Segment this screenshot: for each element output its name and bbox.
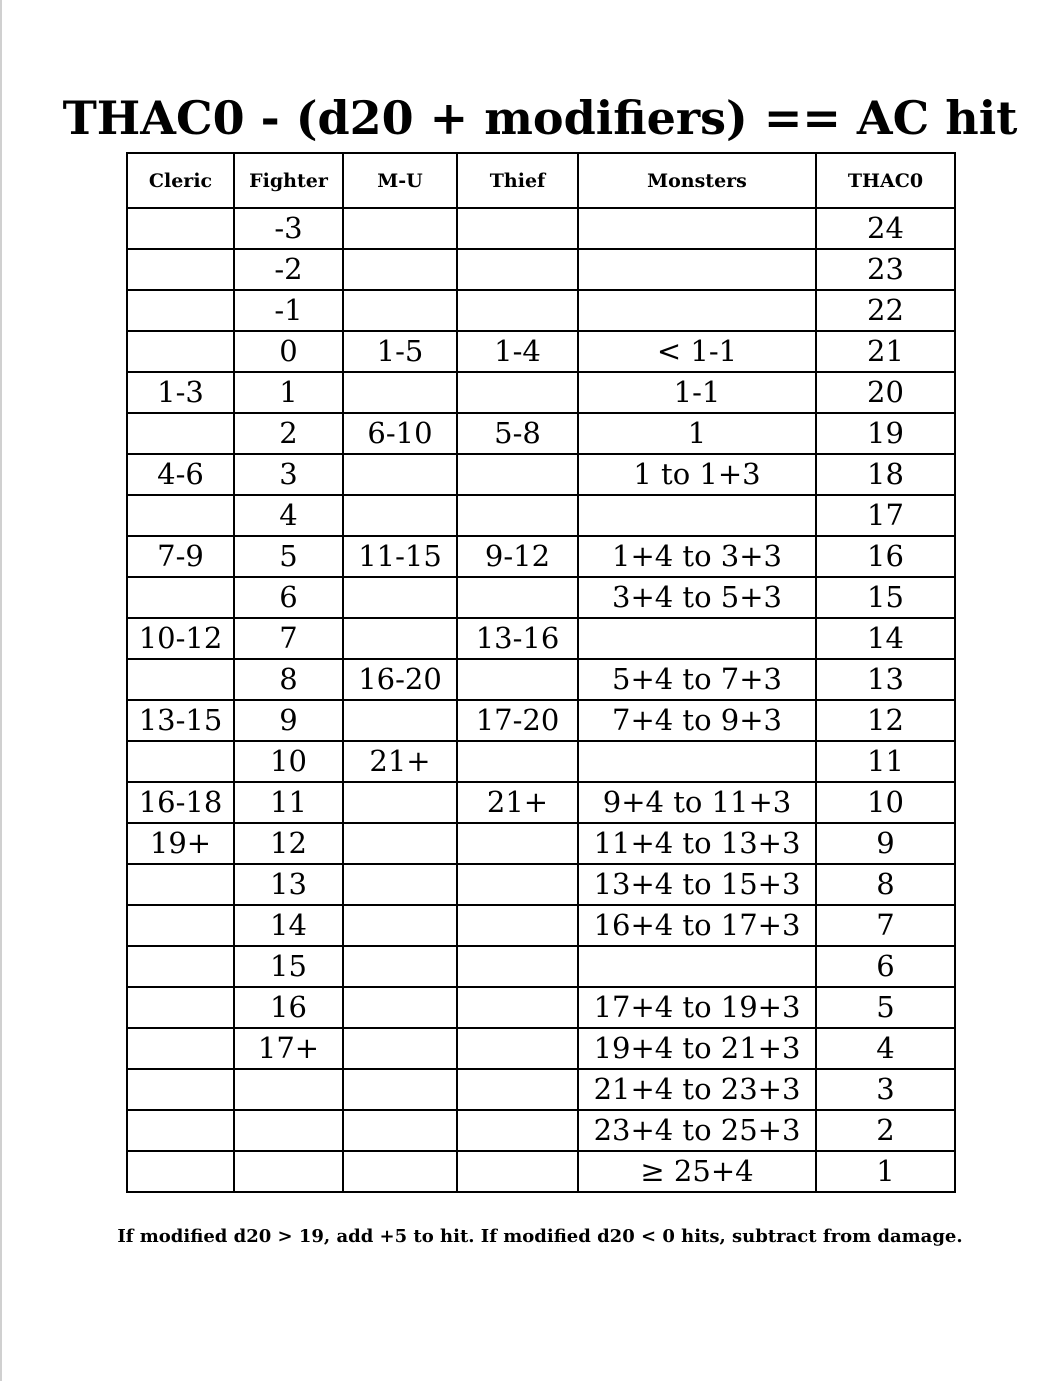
cell-fighter: 10 <box>234 741 343 782</box>
cell-thief <box>457 249 578 290</box>
cell-magic-user: 21+ <box>343 741 457 782</box>
cell-thac0: 7 <box>816 905 955 946</box>
cell-fighter: 0 <box>234 331 343 372</box>
cell-cleric <box>127 1151 234 1192</box>
table-row <box>127 782 955 823</box>
column-header-thac0: THAC0 <box>816 153 955 208</box>
cell-fighter: 3 <box>234 454 343 495</box>
cell-thief <box>457 495 578 536</box>
cell-monsters: 3+4 to 5+3 <box>578 577 816 618</box>
cell-cleric <box>127 741 234 782</box>
cell-monsters <box>578 249 816 290</box>
cell-cleric: 19+ <box>127 823 234 864</box>
cell-cleric: 13-15 <box>127 700 234 741</box>
cell-monsters <box>578 946 816 987</box>
cell-thief <box>457 577 578 618</box>
cell-thac0: 8 <box>816 864 955 905</box>
thac0-table <box>126 152 956 1193</box>
cell-magic-user <box>343 1028 457 1069</box>
cell-monsters: 1-1 <box>578 372 816 413</box>
cell-thac0: 14 <box>816 618 955 659</box>
table-row <box>127 577 955 618</box>
table-body <box>127 208 955 1192</box>
table-row <box>127 536 955 577</box>
table-row <box>127 331 955 372</box>
cell-monsters: 11+4 to 13+3 <box>578 823 816 864</box>
cell-magic-user: 16-20 <box>343 659 457 700</box>
cell-thac0: 9 <box>816 823 955 864</box>
cell-magic-user <box>343 946 457 987</box>
cell-monsters: 1 <box>578 413 816 454</box>
cell-thief <box>457 946 578 987</box>
cell-thief <box>457 1151 578 1192</box>
cell-monsters: 1 to 1+3 <box>578 454 816 495</box>
cell-thief <box>457 372 578 413</box>
cell-magic-user <box>343 208 457 249</box>
cell-fighter: 12 <box>234 823 343 864</box>
cell-cleric: 7-9 <box>127 536 234 577</box>
cell-thac0: 19 <box>816 413 955 454</box>
cell-monsters: < 1-1 <box>578 331 816 372</box>
cell-fighter: -2 <box>234 249 343 290</box>
cell-thac0: 13 <box>816 659 955 700</box>
cell-monsters <box>578 741 816 782</box>
table-row <box>127 864 955 905</box>
cell-thief <box>457 659 578 700</box>
cell-thief <box>457 741 578 782</box>
cell-thac0: 3 <box>816 1069 955 1110</box>
table-header <box>127 153 955 208</box>
cell-cleric <box>127 495 234 536</box>
cell-fighter: 17+ <box>234 1028 343 1069</box>
table-row <box>127 372 955 413</box>
cell-fighter: 13 <box>234 864 343 905</box>
cell-fighter: 1 <box>234 372 343 413</box>
cell-thief: 1-4 <box>457 331 578 372</box>
cell-monsters: 23+4 to 25+3 <box>578 1110 816 1151</box>
cell-cleric <box>127 413 234 454</box>
cell-monsters: 1+4 to 3+3 <box>578 536 816 577</box>
cell-thac0: 17 <box>816 495 955 536</box>
cell-thief: 21+ <box>457 782 578 823</box>
table-row <box>127 454 955 495</box>
cell-monsters: 9+4 to 11+3 <box>578 782 816 823</box>
cell-cleric: 16-18 <box>127 782 234 823</box>
cell-thief: 13-16 <box>457 618 578 659</box>
cell-fighter <box>234 1110 343 1151</box>
cell-cleric <box>127 946 234 987</box>
cell-thac0: 1 <box>816 1151 955 1192</box>
cell-magic-user <box>343 290 457 331</box>
table-row <box>127 659 955 700</box>
cell-cleric <box>127 659 234 700</box>
cell-magic-user: 11-15 <box>343 536 457 577</box>
cell-cleric <box>127 987 234 1028</box>
cell-thac0: 15 <box>816 577 955 618</box>
page-edge <box>0 0 2 1381</box>
cell-magic-user <box>343 905 457 946</box>
footnote: If modified d20 > 19, add +5 to hit. If modified d20 < 0 hits, subtract from damage. <box>117 1226 963 1247</box>
table-row <box>127 1069 955 1110</box>
cell-thac0: 2 <box>816 1110 955 1151</box>
cell-magic-user <box>343 1151 457 1192</box>
table-row <box>127 495 955 536</box>
cell-fighter: 15 <box>234 946 343 987</box>
cell-monsters: 17+4 to 19+3 <box>578 987 816 1028</box>
column-header-cleric: Cleric <box>127 153 234 208</box>
cell-magic-user <box>343 987 457 1028</box>
table-row <box>127 700 955 741</box>
cell-cleric <box>127 290 234 331</box>
cell-thief <box>457 454 578 495</box>
table-row <box>127 946 955 987</box>
cell-thac0: 11 <box>816 741 955 782</box>
table-row <box>127 249 955 290</box>
cell-monsters: 13+4 to 15+3 <box>578 864 816 905</box>
cell-thac0: 23 <box>816 249 955 290</box>
table-row <box>127 413 955 454</box>
cell-magic-user: 1-5 <box>343 331 457 372</box>
cell-thac0: 6 <box>816 946 955 987</box>
cell-monsters: 7+4 to 9+3 <box>578 700 816 741</box>
cell-thac0: 20 <box>816 372 955 413</box>
cell-monsters <box>578 618 816 659</box>
cell-thac0: 24 <box>816 208 955 249</box>
cell-thief <box>457 864 578 905</box>
cell-thief: 9-12 <box>457 536 578 577</box>
cell-thac0: 4 <box>816 1028 955 1069</box>
cell-fighter: 11 <box>234 782 343 823</box>
cell-monsters: ≥ 25+4 <box>578 1151 816 1192</box>
table-row <box>127 905 955 946</box>
cell-fighter <box>234 1069 343 1110</box>
cell-fighter: 16 <box>234 987 343 1028</box>
table-row <box>127 1110 955 1151</box>
cell-cleric <box>127 905 234 946</box>
cell-fighter: 4 <box>234 495 343 536</box>
cell-thief: 17-20 <box>457 700 578 741</box>
cell-thac0: 18 <box>816 454 955 495</box>
column-header-monsters: Monsters <box>578 153 816 208</box>
cell-magic-user <box>343 782 457 823</box>
cell-thief: 5-8 <box>457 413 578 454</box>
cell-cleric: 1-3 <box>127 372 234 413</box>
header-row <box>127 153 955 208</box>
cell-thief <box>457 1028 578 1069</box>
cell-thac0: 22 <box>816 290 955 331</box>
cell-thief <box>457 1069 578 1110</box>
cell-fighter: 14 <box>234 905 343 946</box>
cell-thac0: 10 <box>816 782 955 823</box>
cell-magic-user <box>343 618 457 659</box>
cell-thac0: 16 <box>816 536 955 577</box>
cell-monsters <box>578 290 816 331</box>
cell-thief <box>457 290 578 331</box>
cell-monsters: 16+4 to 17+3 <box>578 905 816 946</box>
cell-thief <box>457 823 578 864</box>
table-row <box>127 290 955 331</box>
cell-cleric <box>127 249 234 290</box>
cell-monsters: 19+4 to 21+3 <box>578 1028 816 1069</box>
table-row <box>127 208 955 249</box>
cell-monsters <box>578 208 816 249</box>
cell-monsters <box>578 495 816 536</box>
cell-magic-user <box>343 700 457 741</box>
cell-fighter: 5 <box>234 536 343 577</box>
cell-cleric <box>127 1028 234 1069</box>
cell-fighter: -3 <box>234 208 343 249</box>
table-row <box>127 1151 955 1192</box>
cell-magic-user <box>343 454 457 495</box>
cell-magic-user <box>343 1110 457 1151</box>
cell-thac0: 5 <box>816 987 955 1028</box>
cell-magic-user <box>343 823 457 864</box>
cell-fighter: 6 <box>234 577 343 618</box>
page-title: THAC0 - (d20 + modifiers) == AC hit <box>62 91 1018 145</box>
column-header-magic-user: M-U <box>343 153 457 208</box>
cell-magic-user <box>343 1069 457 1110</box>
cell-magic-user <box>343 372 457 413</box>
cell-thac0: 12 <box>816 700 955 741</box>
cell-thief <box>457 208 578 249</box>
column-header-thief: Thief <box>457 153 578 208</box>
table-row <box>127 618 955 659</box>
cell-magic-user <box>343 495 457 536</box>
cell-fighter: -1 <box>234 290 343 331</box>
cell-thief <box>457 905 578 946</box>
table-row <box>127 823 955 864</box>
cell-thief <box>457 1110 578 1151</box>
table-row <box>127 987 955 1028</box>
table-row <box>127 741 955 782</box>
cell-cleric <box>127 577 234 618</box>
cell-cleric <box>127 864 234 905</box>
cell-magic-user <box>343 577 457 618</box>
cell-magic-user <box>343 864 457 905</box>
table-row <box>127 1028 955 1069</box>
column-header-fighter: Fighter <box>234 153 343 208</box>
cell-fighter: 2 <box>234 413 343 454</box>
cell-fighter: 8 <box>234 659 343 700</box>
cell-monsters: 21+4 to 23+3 <box>578 1069 816 1110</box>
cell-magic-user <box>343 249 457 290</box>
cell-cleric: 10-12 <box>127 618 234 659</box>
cell-cleric: 4-6 <box>127 454 234 495</box>
cell-cleric <box>127 1069 234 1110</box>
cell-cleric <box>127 331 234 372</box>
cell-cleric <box>127 1110 234 1151</box>
cell-fighter: 7 <box>234 618 343 659</box>
cell-cleric <box>127 208 234 249</box>
cell-fighter: 9 <box>234 700 343 741</box>
cell-thac0: 21 <box>816 331 955 372</box>
cell-thief <box>457 987 578 1028</box>
cell-monsters: 5+4 to 7+3 <box>578 659 816 700</box>
cell-fighter <box>234 1151 343 1192</box>
cell-magic-user: 6-10 <box>343 413 457 454</box>
